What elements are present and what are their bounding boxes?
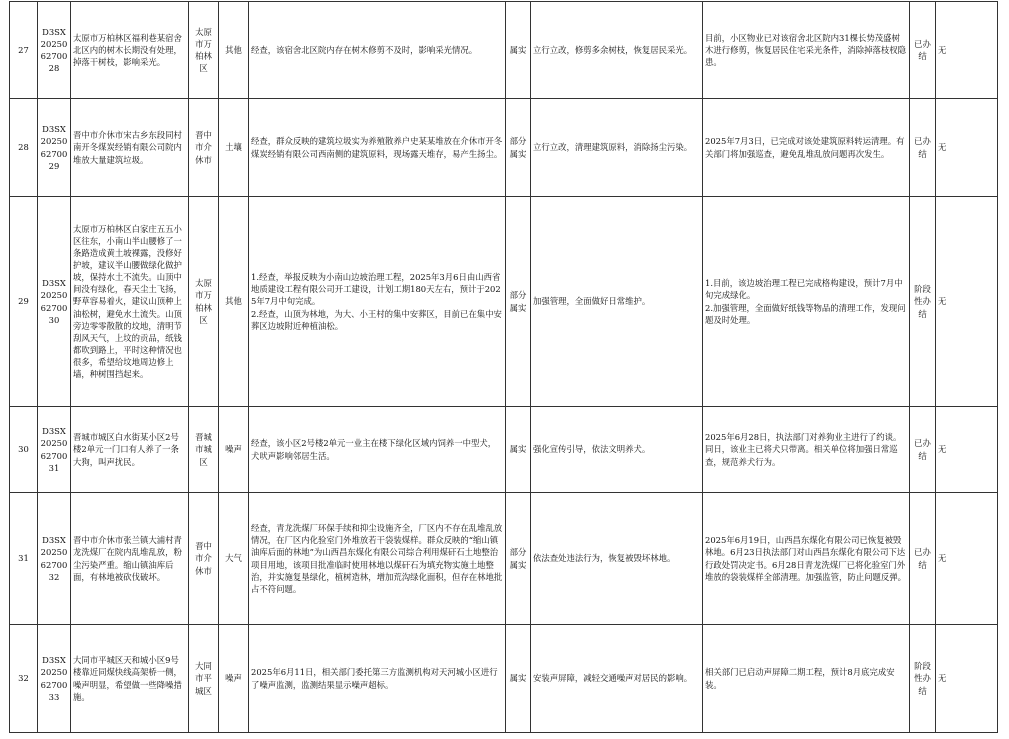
accountability-cell — [936, 493, 998, 625]
verdict: 部分属实 — [509, 547, 527, 570]
category-cell — [219, 407, 249, 493]
row-number-cell — [10, 625, 38, 733]
district: 太原市万柏林区 — [195, 26, 212, 74]
result-text: 2025年6月19日，山西昌东煤化有限公司已恢复被毁林地。6月23日执法部门对山西昌东煤化有限公司下达行政处罚决定书。6月28日青龙洗煤厂已将化验室门外堆放的袋装煤样全部清理。加强监管，防止问题反弹。 — [705, 535, 906, 582]
row-number: 32 — [18, 673, 29, 684]
category-cell — [219, 625, 249, 733]
accountability-cell — [936, 99, 998, 197]
row-number: 28 — [18, 142, 29, 153]
findings-text: 经查，群众反映的建筑垃圾实为养殖散养户史某某堆放在介休市开冬煤炭经销有限公司西南侧的建筑原料，现场露天堆存，易产生扬尘。 — [251, 136, 503, 159]
status-cell — [910, 625, 936, 733]
category: 其他 — [225, 296, 242, 307]
row-number: 31 — [18, 553, 29, 564]
accountability-cell — [936, 625, 998, 733]
measures-text: 强化宣传引导，依法文明养犬。 — [533, 444, 651, 455]
result-text-cell — [703, 625, 910, 733]
case-id: D3SX2025062700 32 — [40, 535, 68, 582]
findings-text-cell — [249, 99, 506, 197]
result-text: 2025年7月3日，已完成对该处建筑原料转运清理。有关部门将加强巡查，避免乱堆乱放问题再次发生。 — [705, 136, 905, 159]
category: 大气 — [225, 553, 242, 564]
verdict-cell — [506, 625, 531, 733]
row-number: 30 — [18, 444, 29, 455]
complaint-text: 晋中市介休市张兰镇大浦村青龙洗煤厂在院内乱堆乱放，粉尘污染严重。缩山镇油库后面，有林地被砍伐破坏。 — [73, 535, 182, 582]
result-text: 相关部门已启动声屏障二期工程，预计8月底完成安装。 — [705, 667, 895, 690]
verdict-cell — [506, 2, 531, 99]
findings-text-cell — [249, 197, 506, 407]
status-cell — [910, 2, 936, 99]
findings-text: 1.经查，举报反映为小南山边坡治理工程，2025年3月6日由山西省地质建设工程有限公司开工建设，计划工期180天左右，预计于2025年7月中旬完成。 2.经查，山顶为林地，为大、小王村的集中安葬区，目前已在集中安葬区边坡附近种植油松。 — [251, 272, 502, 331]
measures-text: 立行立改，清理建筑原料，消除扬尘污染。 — [533, 142, 693, 153]
case-id: D3SX2025062700 28 — [40, 26, 68, 74]
accountability: 无 — [938, 553, 947, 564]
status: 已办结 — [914, 38, 931, 61]
accountability: 无 — [938, 673, 947, 684]
accountability-cell — [936, 407, 998, 493]
findings-text: 经查，青龙洗煤厂环保手续和抑尘设施齐全，厂区内不存在乱堆乱放情况，在厂区内化验室门外堆放若干袋装煤样。群众反映的“缩山镇油库后面的林地”为山西昌东煤化有限公司综合利用煤矸石土地整治项目用地，该项目批准临时使用林地以煤矸石为填充物实施土地整治，并实施复垦绿化，植树造林，增加荒沟绿化面积，但存在林地批占不符问题。 — [251, 523, 503, 594]
result-text: 2025年6月28日，执法部门对养狗业主进行了约谈。同日，该业主已将犬只带离。相关单位将加强日常巡查，规范养犬行为。 — [705, 432, 902, 467]
category-cell — [219, 2, 249, 99]
verdict: 属实 — [509, 673, 527, 684]
case-id-cell — [38, 625, 71, 733]
status-cell — [910, 493, 936, 625]
accountability-cell — [936, 2, 998, 99]
status: 已办结 — [914, 547, 931, 570]
complaint-text: 太原市万柏林区福利巷某宿舍北区内的树木长期没有处理，掉落干树枝，影响采光。 — [73, 32, 182, 68]
verdict-cell — [506, 99, 531, 197]
findings-text-cell — [249, 407, 506, 493]
complaint-text-cell — [71, 407, 189, 493]
status: 已办结 — [914, 438, 931, 461]
status: 已办结 — [914, 136, 931, 159]
row-number-cell — [10, 2, 38, 99]
complaint-text-cell — [71, 493, 189, 625]
accountability: 无 — [938, 142, 947, 153]
complaint-text-cell — [71, 2, 189, 99]
table-row — [10, 2, 998, 99]
case-id: D3SX2025062700 33 — [40, 655, 68, 702]
verdict: 部分属实 — [509, 136, 527, 159]
district-cell — [189, 493, 219, 625]
verdict: 属实 — [509, 444, 527, 455]
row-number-cell — [10, 407, 38, 493]
findings-text-cell — [249, 625, 506, 733]
table-row — [10, 625, 998, 733]
accountability: 无 — [938, 296, 947, 307]
complaint-text: 晋中市介休市宋古乡东段同村南开冬煤炭经销有限公司院内堆放大量建筑垃圾。 — [73, 130, 182, 165]
accountability: 无 — [938, 44, 947, 55]
verdict-cell — [506, 407, 531, 493]
category: 噪声 — [225, 444, 242, 455]
row-number-cell — [10, 493, 38, 625]
category: 噪声 — [225, 673, 242, 684]
district-cell — [189, 407, 219, 493]
district: 晋中市介休市 — [195, 541, 212, 576]
measures-text-cell — [531, 493, 703, 625]
district-cell — [189, 2, 219, 99]
district: 大同市平城区 — [195, 661, 212, 696]
category-cell — [219, 493, 249, 625]
complaint-text: 太原市万柏林区白家庄五五小区往东，小南山半山腰修了一条路造成黄土坡裸露，没修好护坡，建议半山腰做绿化做护坡，保持水土不流失。山顶中间没有绿化，春天尘土飞扬，野草容易着火，建议山顶种上油松树，避免水土流失。山顶旁边零零散散的坟地，清明节刮风天气，上坟的贡品，纸钱都吹到路上，平时这种情况也很多，希望给坟地周边修上墙，种树围挡起来。 — [73, 223, 182, 380]
measures-text: 安装声屏障，减轻交通噪声对居民的影响。 — [533, 673, 693, 684]
category: 其他 — [225, 44, 242, 55]
result-text-cell — [703, 197, 910, 407]
district-cell — [189, 625, 219, 733]
result-text: 目前，小区物业已对该宿舍北区院内31棵长势茂盛树木进行修剪，恢复居民住宅采光条件，消除掉落枝杈隐患。 — [705, 32, 906, 68]
measures-text-cell — [531, 625, 703, 733]
row-number-cell — [10, 99, 38, 197]
verdict-cell — [506, 493, 531, 625]
status-cell — [910, 407, 936, 493]
case-id: D3SX2025062700 30 — [40, 278, 68, 325]
case-id-cell — [38, 493, 71, 625]
result-text-cell — [703, 2, 910, 99]
case-id: D3SX2025062700 31 — [40, 426, 68, 473]
status: 阶段性办结 — [914, 284, 931, 319]
district: 晋中市介休市 — [195, 130, 212, 165]
case-id-cell — [38, 2, 71, 99]
category: 土壤 — [225, 142, 242, 153]
row-number: 27 — [18, 44, 29, 55]
status: 阶段性办结 — [914, 661, 931, 696]
result-text: 1.目前，该边坡治理工程已完成格构建设，预计7月中旬完成绿化。 2.加强管理，全面做好纸钱等物品的清理工作，发现问题及时处理。 — [705, 278, 906, 325]
findings-text: 经查，该宿舍北区院内存在树木修剪不及时，影响采光情况。 — [251, 44, 478, 55]
measures-text-cell — [531, 99, 703, 197]
case-id-cell — [38, 99, 71, 197]
accountability-cell — [936, 197, 998, 407]
category-cell — [219, 99, 249, 197]
measures-text: 立行立改，修剪多余树枝，恢复居民采光。 — [533, 44, 693, 55]
findings-text-cell — [249, 2, 506, 99]
complaint-text: 大同市平城区天和城小区9号楼靠近同煤快线高架桥一侧，噪声明显，希望做一些降噪措施。 — [73, 655, 182, 702]
result-text-cell — [703, 407, 910, 493]
measures-text: 加强管理，全面做好日常维护。 — [533, 296, 651, 307]
verdict: 部分属实 — [509, 290, 527, 313]
status-cell — [910, 197, 936, 407]
accountability: 无 — [938, 444, 947, 455]
complaint-text-cell — [71, 625, 189, 733]
measures-text-cell — [531, 407, 703, 493]
table-row — [10, 197, 998, 407]
measures-text: 依法查处违法行为，恢复被毁坏林地。 — [533, 553, 676, 564]
case-table — [9, 1, 998, 733]
complaint-text-cell — [71, 99, 189, 197]
table-row — [10, 99, 998, 197]
findings-text: 经查，该小区2号楼2单元一业主在楼下绿化区域内饲养一中型犬，犬吠声影响邻居生活。 — [251, 438, 497, 461]
measures-text-cell — [531, 2, 703, 99]
findings-text: 2025年6月11日，相关部门委托第三方监测机构对天河城小区进行了噪声监测，监测结果显示噪声超标。 — [251, 667, 498, 690]
case-id: D3SX2025062700 29 — [40, 124, 68, 171]
case-id-cell — [38, 407, 71, 493]
row-number-cell — [10, 197, 38, 407]
complaint-text-cell — [71, 197, 189, 407]
district-cell — [189, 197, 219, 407]
table-row — [10, 493, 998, 625]
district-cell — [189, 99, 219, 197]
row-number: 29 — [18, 296, 29, 307]
result-text-cell — [703, 99, 910, 197]
table-row — [10, 407, 998, 493]
measures-text-cell — [531, 197, 703, 407]
category-cell — [219, 197, 249, 407]
district: 晋城市城区 — [195, 432, 212, 467]
verdict-cell — [506, 197, 531, 407]
district: 太原市万柏林区 — [195, 278, 212, 325]
status-cell — [910, 99, 936, 197]
case-id-cell — [38, 197, 71, 407]
result-text-cell — [703, 493, 910, 625]
complaint-text: 晋城市城区白水街某小区2号楼2单元一门口有人养了一条大狗，叫声扰民。 — [73, 432, 179, 467]
verdict: 属实 — [509, 44, 527, 55]
findings-text-cell — [249, 493, 506, 625]
